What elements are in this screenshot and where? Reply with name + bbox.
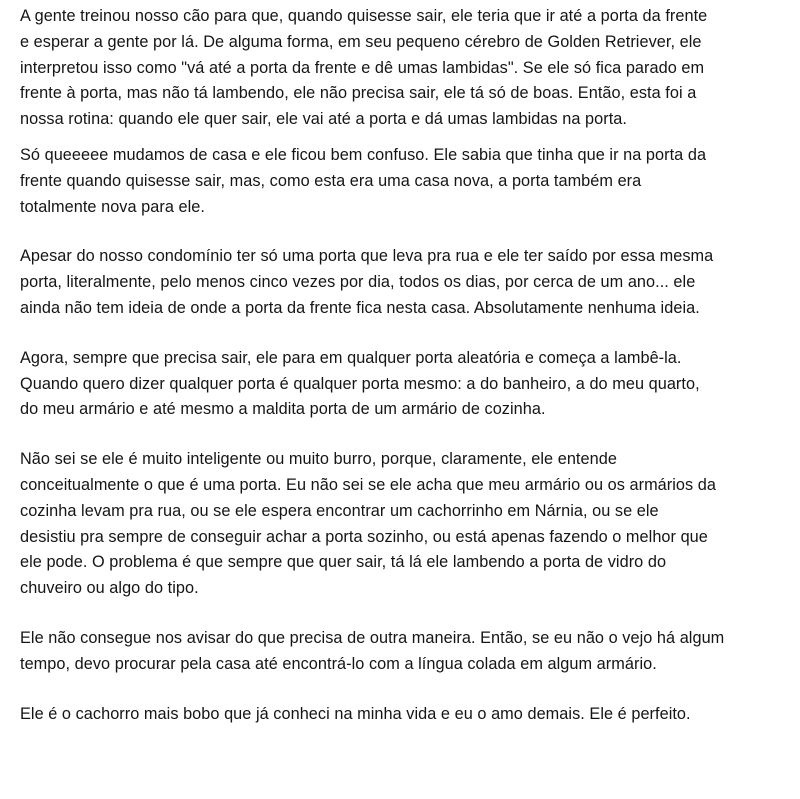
paragraph-4 [20, 346, 795, 423]
text-line: ainda não tem ideia de onde a porta da frente fica nesta casa. Absolutamente nenhuma ideia. [20, 298, 700, 317]
paragraph-5 [20, 447, 795, 602]
document-body [20, 4, 795, 727]
paragraph-3 [20, 244, 795, 321]
text-line: cozinha levam pra rua, ou se ele espera encontrar um cachorrinho em Nárnia, ou se ele [20, 501, 659, 520]
text-line: chuveiro ou algo do tipo. [20, 579, 199, 598]
text-line: A gente treinou nosso cão para que, quando quisesse sair, ele teria que ir até a porta da frente [20, 7, 708, 25]
paragraph-spacer [20, 220, 795, 244]
text-line: Não sei se ele é muito inteligente ou muito burro, porque, claramente, ele entende [20, 450, 617, 469]
text-line: desistiu pra sempre de conseguir achar a porta sozinho, ou está apenas fazendo o melhor que [20, 527, 708, 546]
text-line: frente à porta, mas não tá lambendo, ele não precisa sair, ele tá só de boas. Então, esta foi a [20, 84, 697, 103]
text-line: Ele não consegue nos avisar do que precisa de outra maneira. Então, se eu não o vejo há algum [20, 628, 725, 647]
paragraph-spacer [20, 423, 795, 447]
text-line: interpretou isso como "vá até a porta da frente e dê umas lambidas". Se ele só fica parado em [20, 58, 705, 77]
text-line: do meu armário e até mesmo a maldita porta de um armário de cozinha. [20, 400, 546, 419]
paragraph-spacer [20, 322, 795, 346]
text-line: conceitualmente o que é uma porta. Eu não sei se ele acha que meu armário ou os armários da [20, 475, 717, 494]
paragraph-spacer [20, 133, 795, 143]
text-line: porta, literalmente, pelo menos cinco vezes por dia, todos os dias, por cerca de um ano... ele [20, 273, 696, 292]
text-line: ele pode. O problema é que sempre que quer sair, tá lá ele lambendo a porta de vidro do [20, 553, 667, 572]
paragraph-spacer [20, 678, 795, 702]
paragraph-6 [20, 626, 795, 678]
text-line: totalmente nova para ele. [20, 197, 205, 216]
text-line: frente quando quisesse sair, mas, como esta era uma casa nova, a porta também era [20, 171, 642, 190]
paragraph-2 [20, 143, 795, 220]
text-line: nossa rotina: quando ele quer sair, ele vai até a porta e dá umas lambidas na porta. [20, 110, 627, 129]
text-line: Agora, sempre que precisa sair, ele para em qualquer porta aleatória e começa a lambê-la. [20, 348, 682, 367]
text-line: Apesar do nosso condomínio ter só uma porta que leva pra rua e ele ter saído por essa mesma [20, 247, 714, 266]
text-line: Só queeeee mudamos de casa e ele ficou bem confuso. Ele sabia que tinha que ir na porta da [20, 145, 707, 164]
text-line: Ele é o cachorro mais bobo que já conheci na minha vida e eu o amo demais. Ele é perfeito. [20, 704, 691, 723]
paragraph-7 [20, 702, 795, 728]
text-line: e esperar a gente por lá. De alguma forma, em seu pequeno cérebro de Golden Retriever, ele [20, 32, 702, 51]
paragraph-spacer [20, 602, 795, 626]
text-line: Quando quero dizer qualquer porta é qualquer porta mesmo: a do banheiro, a do meu quarto, [20, 374, 700, 393]
text-line: tempo, devo procurar pela casa até encontrá-lo com a língua colada em algum armário. [20, 654, 657, 673]
paragraph-1 [20, 4, 795, 133]
